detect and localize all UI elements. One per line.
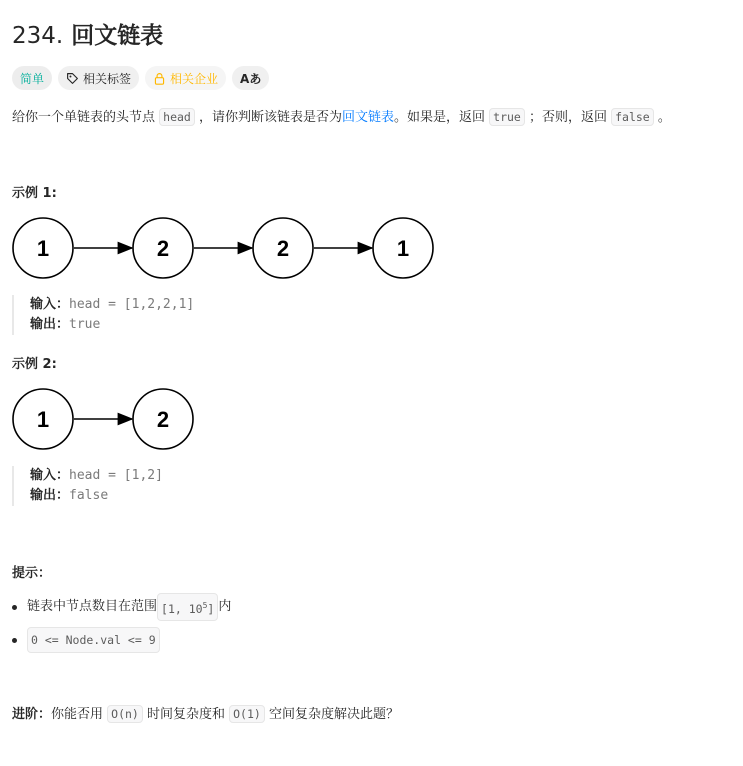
difficulty-label: 简单	[20, 71, 45, 86]
tag-bar	[12, 66, 269, 90]
hint-text: 链表中节点数目在范围	[27, 599, 158, 614]
code-space: O(1)	[229, 705, 265, 723]
follow-up-text: 你能否用	[51, 707, 108, 722]
hint-text: 内	[218, 599, 232, 614]
example-2-diagram	[0, 385, 220, 455]
difficulty-badge	[12, 66, 52, 90]
list-item	[12, 629, 231, 651]
node-value: 1	[36, 407, 50, 432]
output-label: 输出：	[30, 488, 70, 503]
problem-name: 回文链表	[71, 23, 164, 49]
node-value: 1	[396, 236, 410, 261]
input-label: 输入：	[30, 468, 70, 483]
list-item	[12, 596, 231, 618]
desc-text: 。	[653, 110, 671, 125]
translate-button[interactable]	[232, 66, 269, 90]
output-label: 输出：	[30, 317, 70, 332]
follow-up-text: 时间复杂度和	[142, 707, 230, 722]
hint-range-code	[157, 593, 218, 622]
code-false: false	[611, 108, 654, 126]
range-exponent: 5	[202, 600, 208, 610]
problem-description	[12, 106, 671, 129]
desc-text: ，请你判断该链表是否为	[194, 110, 342, 125]
follow-up	[12, 703, 399, 726]
desc-text: 给你一个单链表的头节点	[12, 110, 160, 125]
tag-icon	[66, 72, 79, 85]
lock-icon	[153, 72, 166, 85]
example-1-io	[12, 295, 194, 335]
desc-text: ；否则，返回	[524, 110, 612, 125]
output-value: true	[69, 317, 101, 332]
hint-value-code: 0 <= Node.val <= 9	[27, 627, 160, 653]
problem-title	[12, 20, 163, 52]
example-1-diagram	[0, 214, 450, 284]
example-2-heading: 示例 2:	[12, 357, 57, 372]
companies-tag-label: 相关企业	[170, 71, 219, 86]
example-2-io	[12, 466, 163, 506]
follow-up-label: 进阶：	[12, 707, 52, 722]
code-head: head	[159, 108, 195, 126]
input-label: 输入：	[30, 297, 70, 312]
node-value: 2	[156, 236, 170, 261]
range-end: ]	[207, 601, 215, 616]
problem-number: 234.	[12, 23, 64, 49]
follow-up-text: 空间复杂度解决此题？	[264, 707, 399, 722]
input-value: head = [1,2]	[69, 468, 163, 483]
hints-list	[12, 596, 231, 662]
range-start: [1, 10	[161, 601, 203, 616]
bullet-dot	[12, 605, 17, 610]
translate-icon: Aあ	[240, 71, 262, 86]
example-1-heading: 示例 1:	[12, 186, 57, 201]
hints-heading: 提示：	[12, 566, 52, 581]
node-value: 2	[156, 407, 170, 432]
output-value: false	[69, 488, 109, 503]
node-value: 1	[36, 236, 50, 261]
bullet-dot	[12, 638, 17, 643]
code-true: true	[489, 108, 525, 126]
input-value: head = [1,2,2,1]	[69, 297, 195, 312]
companies-tag-button[interactable]	[145, 66, 226, 90]
desc-text: 。如果是，返回	[394, 110, 490, 125]
code-time: O(n)	[107, 705, 143, 723]
node-value: 2	[276, 236, 290, 261]
topics-tag-button[interactable]	[58, 66, 139, 90]
palindrome-link[interactable]: 回文链表	[341, 110, 394, 125]
topics-tag-label: 相关标签	[83, 71, 132, 86]
